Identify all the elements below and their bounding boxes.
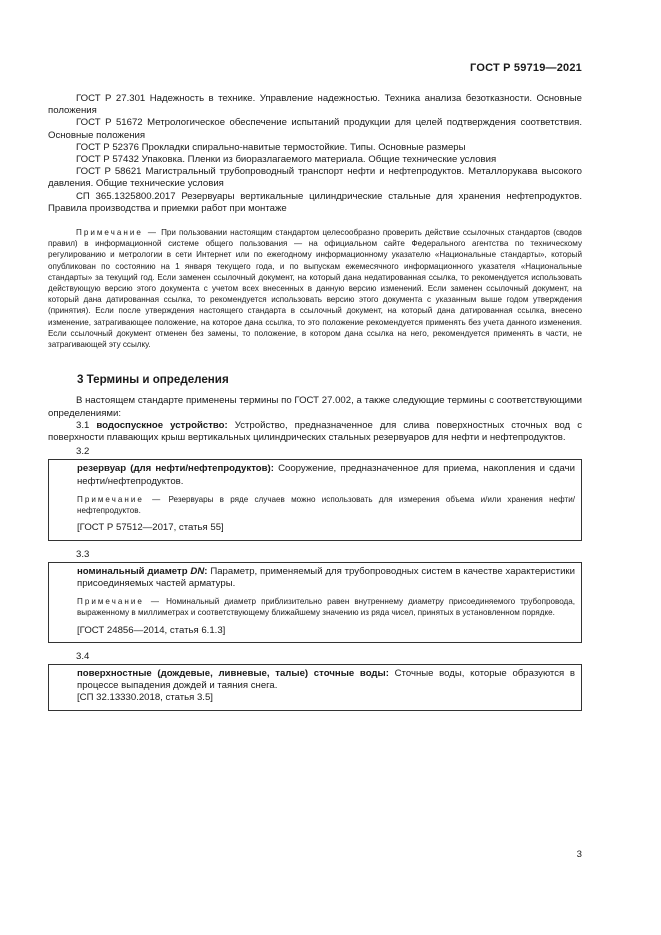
term-name	[77, 566, 207, 577]
references-note	[48, 227, 582, 350]
note-prefix: Примечание —	[76, 228, 159, 238]
section-title: 3 Термины и определения	[77, 373, 229, 387]
term-colon: :	[204, 565, 208, 577]
term-symbol: DN	[190, 565, 205, 577]
term-3-3-definition	[77, 566, 575, 590]
term-name: резервуар (для нефти/нефтепродуктов):	[77, 463, 274, 475]
term-note	[77, 494, 575, 516]
note-prefix: Примечание —	[77, 494, 163, 504]
reference-item: ГОСТ Р 51672 Метрологическое обеспечение испытаний продукции для целей подтверждения соответствия. Основные положения	[48, 117, 582, 141]
term-source: [ГОСТ Р 57512—2017, статья 55]	[77, 522, 224, 534]
term-number: 3.4	[76, 650, 90, 662]
term-3-2-definition	[77, 463, 575, 487]
term-3-1	[48, 420, 582, 444]
reference-item: СП 365.1325800.2017 Резервуары вертикальные цилиндрические стальные для хранения нефтепродуктов. Правила производства и приемки работ при монтаже	[48, 190, 582, 214]
term-number: 3.1	[76, 419, 90, 431]
term-number: 3.2	[76, 446, 90, 458]
reference-item: ГОСТ Р 58621 Магистральный трубопроводный транспорт нефти и нефтепродуктов. Металлорукава высокого давления. Общие технические условия	[48, 166, 582, 190]
page-content	[48, 93, 582, 719]
term-name: поверхностные (дождевые, ливневые, талые) сточные воды:	[77, 667, 389, 679]
term-source: [ГОСТ 24856—2014, статья 6.1.3]	[77, 624, 226, 636]
normative-references-list	[48, 93, 582, 215]
term-name: водоспускное устройство:	[96, 419, 228, 431]
reference-item: ГОСТ Р 27.301 Надежность в технике. Управление надежностью. Техника анализа безотказности. Основные положения	[48, 93, 582, 117]
term-source: [СП 32.13330.2018, статья 3.5]	[77, 692, 213, 704]
term-note	[77, 596, 575, 618]
term-box-3-3	[48, 562, 582, 643]
note-text: Номинальный диаметр приблизительно равен внутреннему диаметру присоединяемого трубопровода, выраженному в миллиметрах и соответствующему ближайшему значению из ряда чисел, принятых в установленном порядке.	[77, 597, 576, 618]
reference-item: ГОСТ Р 52376 Прокладки спирально-навитые термостойкие. Типы. Основные размеры	[76, 141, 466, 153]
document-header-id: ГОСТ Р 59719—2021	[470, 62, 582, 74]
term-definition: Сооружение, предназначенное для приема, накопления и сдачи нефти/нефтепродуктов.	[77, 463, 576, 487]
page-number: 3	[576, 849, 582, 860]
term-definition: Сточные воды, которые образуются в процессе выпадения дождей и таяния снега.	[77, 667, 575, 692]
term-number: 3.3	[76, 548, 90, 560]
term-box-3-4	[48, 664, 582, 711]
note-text: При пользовании настоящим стандартом целесообразно проверить действие ссылочных стандартов (сводов правил) в информационной системе общего пользования — на официальном сайте Федерального агентства по техническому регулированию и метрологии в сети Интернет или по ежегодному информационному указателю «Национальные стандарты», который опубликован по состоянию на 1 января текущего года, и по выпускам ежемесячного информационного указателя «Национальные стандарты» за текущий год. Если заменен ссылочный документ, на который дана недатированная ссылка, то рекомендуется использовать действующую версию этого документа с учетом всех внесенных в данную версию изменений. Если заменен ссылочный документ, на который дана датированная ссылка, то рекомендуется использовать версию этого документа с указанным выше годом утверждения (принятия). Если после утверждения настоящего стандарта в ссылочный документ, на который дана датированная ссылка, внесено изменение, затрагивающее положение, на которое дана ссылка, то это положение рекомендуется применять без учета данного изменения. Если ссылочный документ отменен без замены, то положение, в котором дана ссылка на него, рекомендуется применять в части, не затрагивающей эту ссылку.	[48, 228, 582, 350]
term-box-3-2	[48, 459, 582, 540]
term-name-text: номинальный диаметр	[77, 565, 188, 577]
term-3-4-definition	[77, 668, 575, 692]
reference-item: ГОСТ Р 57432 Упаковка. Пленки из биоразлагаемого материала. Общие технические условия	[76, 154, 497, 166]
term-definition: Параметр, применяемый для трубопроводных систем в качестве характеристики присоединяемых частей арматуры.	[77, 565, 575, 589]
note-text: Резервуары в ряде случаев можно использовать для измерения объема и/или хранения нефти/нефтепродуктов.	[77, 494, 576, 516]
section-intro: В настоящем стандарте применены термины по ГОСТ 27.002, а также следующие термины с соответствующими определениями:	[48, 395, 582, 419]
term-definition: Устройство, предназначенное для слива поверхностных сточных вод с поверхности плавающих крыш вертикальных цилиндрических стальных резервуаров для нефти и нефтепродуктов.	[48, 419, 582, 444]
note-prefix: Примечание —	[77, 597, 162, 607]
